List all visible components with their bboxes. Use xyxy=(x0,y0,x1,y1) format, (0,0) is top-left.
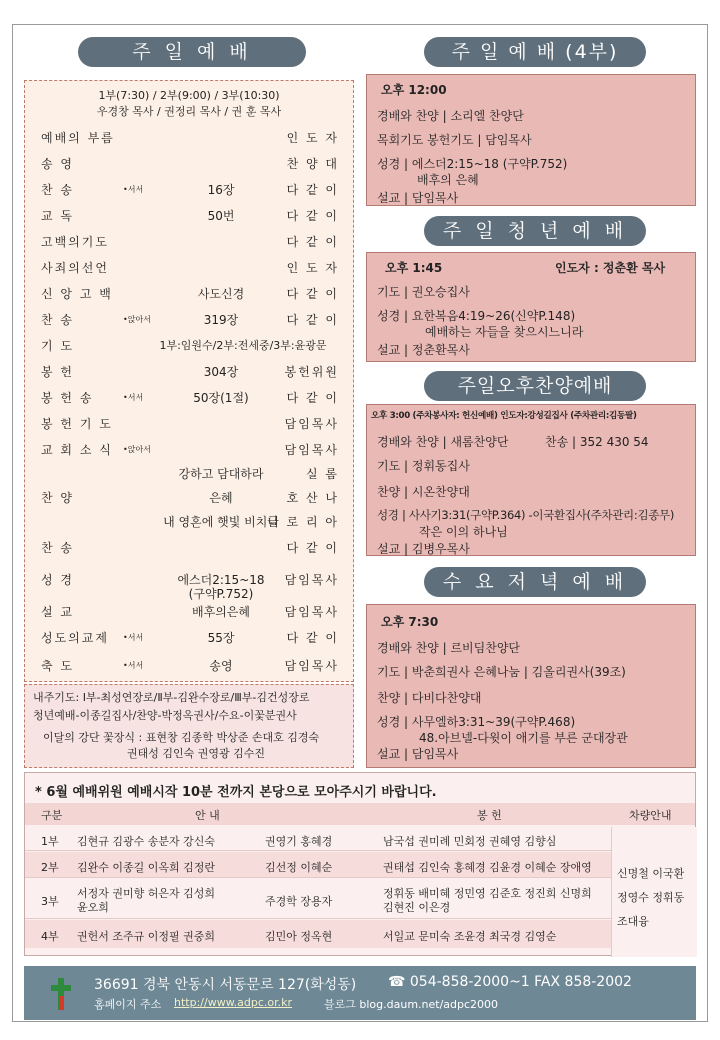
line: 성경 | 사사기3:31(구약P.364) -이국환집사(주차관리:김종무) xyxy=(377,508,675,522)
notice-line: 청년예배-이종길집사/찬양-박정옥권사/수요-이꽃분권사 xyxy=(33,709,297,722)
order-label: 사죄의선언 xyxy=(41,261,109,275)
afternoon-praise-title: 주일오후찬양예배 xyxy=(424,371,646,401)
blog-link[interactable]: 블로그 blog.daum.net/adpc2000 xyxy=(324,998,499,1011)
line: 찬양 | 시온찬양대 xyxy=(377,485,470,499)
order-person: 담임목사 xyxy=(284,573,339,587)
order-content: 1부:임원수/2부:전세중/3부:윤광문 xyxy=(159,339,327,352)
line: 기도 | 정휘동집사 xyxy=(377,459,470,473)
service4-title: 주 일 예 배 (4부) xyxy=(424,37,646,67)
line: 작은 이의 하나님 xyxy=(419,525,508,539)
service4-box xyxy=(366,74,696,206)
duty-usher2: 김민아 정옥현 xyxy=(265,930,333,943)
order-content: 50장(1절) xyxy=(193,391,249,405)
duty-usher: 서정자 권미향 허은자 김성희 xyxy=(77,887,216,900)
order-label: 찬 송 xyxy=(41,183,74,197)
line: 목회기도 봉헌기도 | 담임목사 xyxy=(377,133,532,147)
line: 찬양 | 다비다찬양대 xyxy=(377,691,482,705)
notice-line: 이달의 강단 꽃장식 : 표현창 김종학 박상준 손대호 김경숙 xyxy=(43,731,320,744)
duty-row-label: 3부 xyxy=(41,895,59,908)
order-content: (구약P.752) xyxy=(188,587,254,601)
order-content: 319장 xyxy=(203,313,239,327)
duty-usher: 윤오희 xyxy=(77,901,109,914)
posture-mark: •앉아서 xyxy=(123,445,151,454)
order-content: 은혜 xyxy=(209,491,233,505)
order-content: 강하고 담대하라 xyxy=(178,467,264,481)
order-label: 성 경 xyxy=(41,573,74,587)
sunday-service-box xyxy=(24,80,354,682)
phone: ☎ 054-858-2000~1 FAX 858-2002 xyxy=(388,974,632,990)
wednesday-service-box xyxy=(366,604,696,768)
order-label: 교 독 xyxy=(41,209,74,223)
line: 경배와 찬양 | 새롬찬양단 xyxy=(377,435,509,449)
order-person: 호 산 나 xyxy=(286,491,339,505)
duty-row-label: 2부 xyxy=(41,861,59,874)
church-logo-icon xyxy=(50,976,72,1012)
posture-mark: •서서 xyxy=(123,633,144,642)
order-person: 글 로 리 아 xyxy=(267,515,339,529)
duty-usher: 김현규 김광수 송분자 강신숙 xyxy=(77,835,216,848)
line: 성경 | 요한복음4:19~26(신약P.148) xyxy=(377,309,576,323)
order-label: 송 영 xyxy=(41,157,74,171)
line: 찬송 | 352 430 54 xyxy=(545,435,649,449)
line: 경배와 찬양 | 르비딤찬양단 xyxy=(377,641,520,655)
posture-mark: •서서 xyxy=(123,185,144,194)
car-duty: 신명철 이국환 xyxy=(617,867,685,880)
order-person: 다 같 이 xyxy=(286,313,339,327)
notice-box xyxy=(24,684,354,768)
wednesday-service-title: 수 요 저 녁 예 배 xyxy=(424,567,646,597)
order-content: 내 영혼에 햇빛 비치니 xyxy=(163,515,279,529)
order-content: 사도신경 xyxy=(197,287,245,301)
order-content: 배후의은혜 xyxy=(192,605,250,619)
car-duty: 조대융 xyxy=(617,915,649,928)
order-person: 다 같 이 xyxy=(286,391,339,405)
duty-offering: 정휘동 배미혜 정민영 김준호 정진희 신명희 xyxy=(383,887,592,900)
line: 경배와 찬양 | 소리엘 찬양단 xyxy=(377,109,524,123)
order-person: 담임목사 xyxy=(284,443,339,457)
afternoon-praise-box xyxy=(366,404,696,556)
order-person: 담임목사 xyxy=(284,659,339,673)
address: 36691 경북 안동시 서동문로 127(화성동) xyxy=(94,977,357,993)
duty-row-label: 1부 xyxy=(41,835,59,848)
duty-table xyxy=(24,772,696,956)
pastors: 우경창 목사 / 권정리 목사 / 권 훈 목사 xyxy=(96,105,282,118)
line: 설교 | 정춘환목사 xyxy=(377,343,470,357)
order-person: 실 롬 xyxy=(306,467,339,481)
line: 기도 | 박춘희권사 은혜나눔 | 김올리권사(39조) xyxy=(377,665,626,679)
duty-offering: 서일교 문미숙 조윤경 최국경 김영순 xyxy=(383,930,557,943)
order-person: 담임목사 xyxy=(284,605,339,619)
leader: 인도자 : 정춘환 목사 xyxy=(555,261,666,275)
order-label: 봉 헌 기 도 xyxy=(41,417,113,431)
footer xyxy=(24,966,696,1020)
order-label: 봉 헌 송 xyxy=(41,391,94,405)
duty-offering: 권태섭 김인숙 홍혜경 김윤경 이혜순 장애영 xyxy=(383,861,592,874)
line: 48.아브넬-다윗이 애기를 부른 군대장관 xyxy=(419,731,628,745)
line: 설교 | 담임목사 xyxy=(377,191,459,205)
order-content: 50번 xyxy=(207,209,235,223)
order-person: 다 같 이 xyxy=(286,183,339,197)
order-content: 304장 xyxy=(203,365,239,379)
line: 성경 | 에스더2:15~18 (구약P.752) xyxy=(377,157,568,171)
homepage-label: 홈페이지 주소 xyxy=(94,998,162,1011)
order-content: 송영 xyxy=(209,659,233,673)
order-label: 찬 양 xyxy=(41,491,74,505)
duty-usher2: 김선정 이혜순 xyxy=(265,861,333,874)
duty-usher2: 권영기 홍혜경 xyxy=(265,835,333,848)
order-label: 교 회 소 식 xyxy=(41,443,113,457)
order-label: 찬 송 xyxy=(41,541,74,555)
col-header: 차량안내 xyxy=(629,809,672,822)
line: 배후의 은혜 xyxy=(417,173,479,187)
order-label: 신 앙 고 백 xyxy=(41,287,113,301)
sunday-service-title: 주 일 예 배 xyxy=(78,37,306,67)
order-label: 예배의 부름 xyxy=(41,131,115,145)
duty-offering: 남국섭 권미례 민회정 권혜영 김향심 xyxy=(383,835,557,848)
order-person: 다 같 이 xyxy=(286,235,339,249)
duty-usher: 김완수 이종길 이옥희 김정란 xyxy=(77,861,216,874)
youth-service-box xyxy=(366,252,696,362)
line: 설교 | 담임목사 xyxy=(377,747,459,761)
order-content: 55장 xyxy=(207,631,235,645)
service-times: 1부(7:30) / 2부(9:00) / 3부(10:30) xyxy=(98,89,280,102)
line: 설교 | 김병우목사 xyxy=(377,542,470,556)
order-person: 인 도 자 xyxy=(286,131,339,145)
order-label: 찬 송 xyxy=(41,313,74,327)
line: 기도 | 권오승집사 xyxy=(377,285,470,299)
col-header: 안 내 xyxy=(195,809,220,822)
order-label: 설 교 xyxy=(41,605,74,619)
order-person: 인 도 자 xyxy=(286,261,339,275)
order-person: 찬 양 대 xyxy=(286,157,339,171)
notice-line: 내주기도: Ⅰ부-최성연장로/Ⅱ부-김완수장로/Ⅲ부-김건성장로 xyxy=(33,691,310,704)
order-person: 다 같 이 xyxy=(286,541,339,555)
car-duty: 정영수 정휘동 xyxy=(617,891,685,904)
order-person: 다 같 이 xyxy=(286,209,339,223)
order-person: 담임목사 xyxy=(284,417,339,431)
order-label: 봉 헌 xyxy=(41,365,74,379)
duty-heading: * 6월 예배위원 예배시작 10분 전까지 본당으로 모아주시기 바랍니다. xyxy=(35,785,437,800)
time: 오후 3:00 (주차봉사자: 헌신예배) 인도자:강성길집사 (주차관리:김동팔) xyxy=(371,411,637,421)
order-person: 봉헌위원 xyxy=(284,365,339,379)
order-label: 기 도 xyxy=(41,339,74,353)
time: 오후 1:45 xyxy=(385,261,443,275)
posture-mark: •앉아서 xyxy=(123,315,151,324)
duty-usher2: 주경학 장용자 xyxy=(265,895,333,908)
order-person: 다 같 이 xyxy=(286,631,339,645)
duty-row-label: 4부 xyxy=(41,930,59,943)
posture-mark: •서서 xyxy=(123,661,144,670)
order-content: 에스더2:15~18 xyxy=(177,573,265,587)
order-label: 축 도 xyxy=(41,659,74,673)
col-header: 봉 헌 xyxy=(477,809,502,822)
duty-usher: 권헌서 조주규 이정필 권중희 xyxy=(77,930,216,943)
time: 오후 12:00 xyxy=(381,83,447,97)
order-label: 성도의교제 xyxy=(41,631,109,645)
youth-service-title: 주 일 청 년 예 배 xyxy=(424,216,646,246)
order-label: 고백의기도 xyxy=(41,235,109,249)
col-header: 구분 xyxy=(41,809,63,822)
homepage-link[interactable]: http://www.adpc.or.kr xyxy=(174,996,293,1009)
duty-offering: 김현진 이은경 xyxy=(383,901,451,914)
line: 성경 | 사무엘하3:31~39(구약P.468) xyxy=(377,715,576,729)
line: 예배하는 자들을 찾으시느니라 xyxy=(425,325,584,339)
notice-line: 권태성 김인숙 권영광 김수진 xyxy=(127,747,266,760)
order-person: 다 같 이 xyxy=(286,287,339,301)
time: 오후 7:30 xyxy=(381,615,439,629)
order-content: 16장 xyxy=(207,183,235,197)
posture-mark: •서서 xyxy=(123,393,144,402)
